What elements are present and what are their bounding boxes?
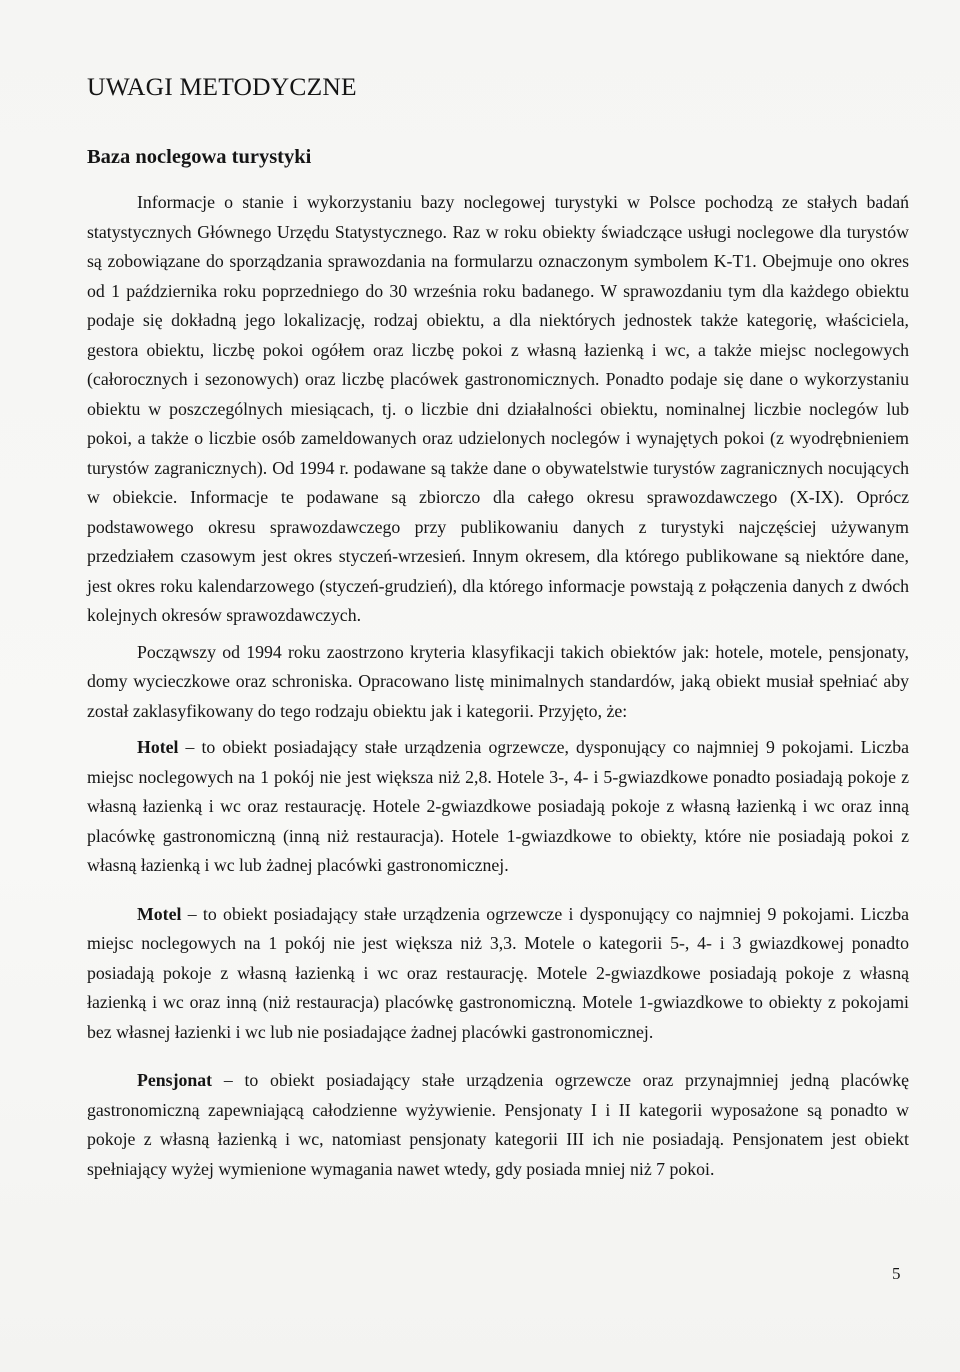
paragraph-pensjonat bbox=[87, 1066, 909, 1184]
term-pensjonat: Pensjonat bbox=[137, 1070, 213, 1090]
page-number: 5 bbox=[892, 1264, 901, 1283]
definition-pensjonat: – to obiekt posiadający stałe urządzenia ogrzewcze oraz przynajmniej jedną placówkę gastronomiczną zapewniającą całodzienne wyżywienie. Pensjonaty I i II kategorii wyposażone są ponadto w pokoje z własną łazienką i wc, natomiast pensjonaty kategorii III ich nie posiadają. Pensjonatem jest obiekt spełniający wyżej wymienione wymagania nawet wtedy, gdy posiada mniej niż 7 pokoi. bbox=[87, 1070, 909, 1179]
definition-hotel: – to obiekt posiadający stałe urządzenia ogrzewcze, dysponujący co najmniej 9 pokojami. Liczba miejsc noclegowych na 1 pokój nie jest większa niż 2,8. Hotele 3-, 4- i 5-gwiazdkowe ponadto posiadają pokoje z własną łazienką i wc oraz restaurację. Hotele 2-gwiazdkowe posiadają pokoje z własną łazienką i wc oraz inną placówkę gastronomiczną (inną niż restauracja). Hotele 1-gwiazdkowe to obiekty, które nie posiadają pokoi z własną łazienką i wc lub żadnej placówki gastronomicznej. bbox=[87, 737, 909, 875]
paragraph-hotel bbox=[87, 733, 909, 881]
paragraph-intro: Informacje o stanie i wykorzystaniu bazy noclegowej turystyki w Polsce pochodzą ze stałych badań statystycznych Głównego Urzędu Statystycznego. Raz w roku obiekty świadczące usługi noclegowe dla turystów są zobowiązane do sporządzania sprawozdania na formularzu oznaczonym symbolem K-T1. Obejmuje ono okres od 1 października roku poprzedniego do 30 września roku badanego. W sprawozdaniu tym dla każdego obiektu podaje się dokładną jego lokalizację, rodzaj obiektu, a dla niektórych jednostek także kategorię, właściciela, gestora obiektu, liczbę pokoi ogółem oraz liczbę pokoi z własną łazienką i wc, a także miejsc noclegowych (całorocznych i sezonowych) oraz liczbę placówek gastronomicznych. Ponadto podaje się dane o wykorzystaniu obiektu w poszczególnych miesiącach, tj. o liczbie dni działalności obiektu, nominalnej liczbie noclegów lub pokoi, a także o liczbie osób zameldowanych oraz udzielonych noclegów i wynajętych pokoi (z wyodrębnieniem turystów zagranicznych). Od 1994 r. podawane są także dane o obywatelstwie turystów zagranicznych nocujących w obiekcie. Informacje te podawane są zbiorczo dla całego okresu sprawozdawczego (X-IX). Oprócz podstawowego okresu sprawozdawczego przy publikowaniu danych z turystyki najczęściej używanym przedziałem czasowym jest okres styczeń-wrzesień. Innym okresem, dla którego publikowane są niektóre dane, jest okres roku kalendarzowego (styczeń-grudzień), dla którego informacje powstają z połączenia danych z dwóch kolejnych okresów sprawozdawczych. bbox=[87, 192, 909, 625]
definition-motel: – to obiekt posiadający stałe urządzenia ogrzewcze i dysponujący co najmniej 9 pokojami. Liczba miejsc noclegowych na 1 pokój nie jest większa niż 3,3. Motele o kategorii 5-, 4- i 3 gwiazdkowej ponadto posiadają pokoje z własną łazienką i wc oraz restaurację. Motele 2-gwiazdkowe posiadają pokoje z własną łazienką i wc oraz inną (niż restauracja) placówkę gastronomiczną. Motele 1-gwiazdkowe to obiekty z pokojami bez własnej łazienki i wc lub nie posiadające żadnej placówki gastronomicznej. bbox=[87, 903, 909, 1042]
term-hotel: Hotel bbox=[137, 737, 179, 757]
document-content bbox=[87, 70, 909, 1184]
section-heading: Baza noclegowa turystyki bbox=[87, 146, 312, 168]
paragraph-classification: Począwszy od 1994 roku zaostrzono kryteria klasyfikacji takich obiektów jak: hotele, motele, pensjonaty, domy wycieczkowe oraz schroniska. Opracowano listę minimalnych standardów, jaką obiekt musiał spełniać aby został zaklasyfikowany do tego rodzaju obiektu jak i kategorii. Przyjęto, że: bbox=[87, 641, 909, 721]
page-heading: UWAGI METODYCZNE bbox=[87, 72, 357, 101]
term-motel: Motel bbox=[137, 903, 182, 924]
paragraph-motel bbox=[87, 900, 909, 1048]
